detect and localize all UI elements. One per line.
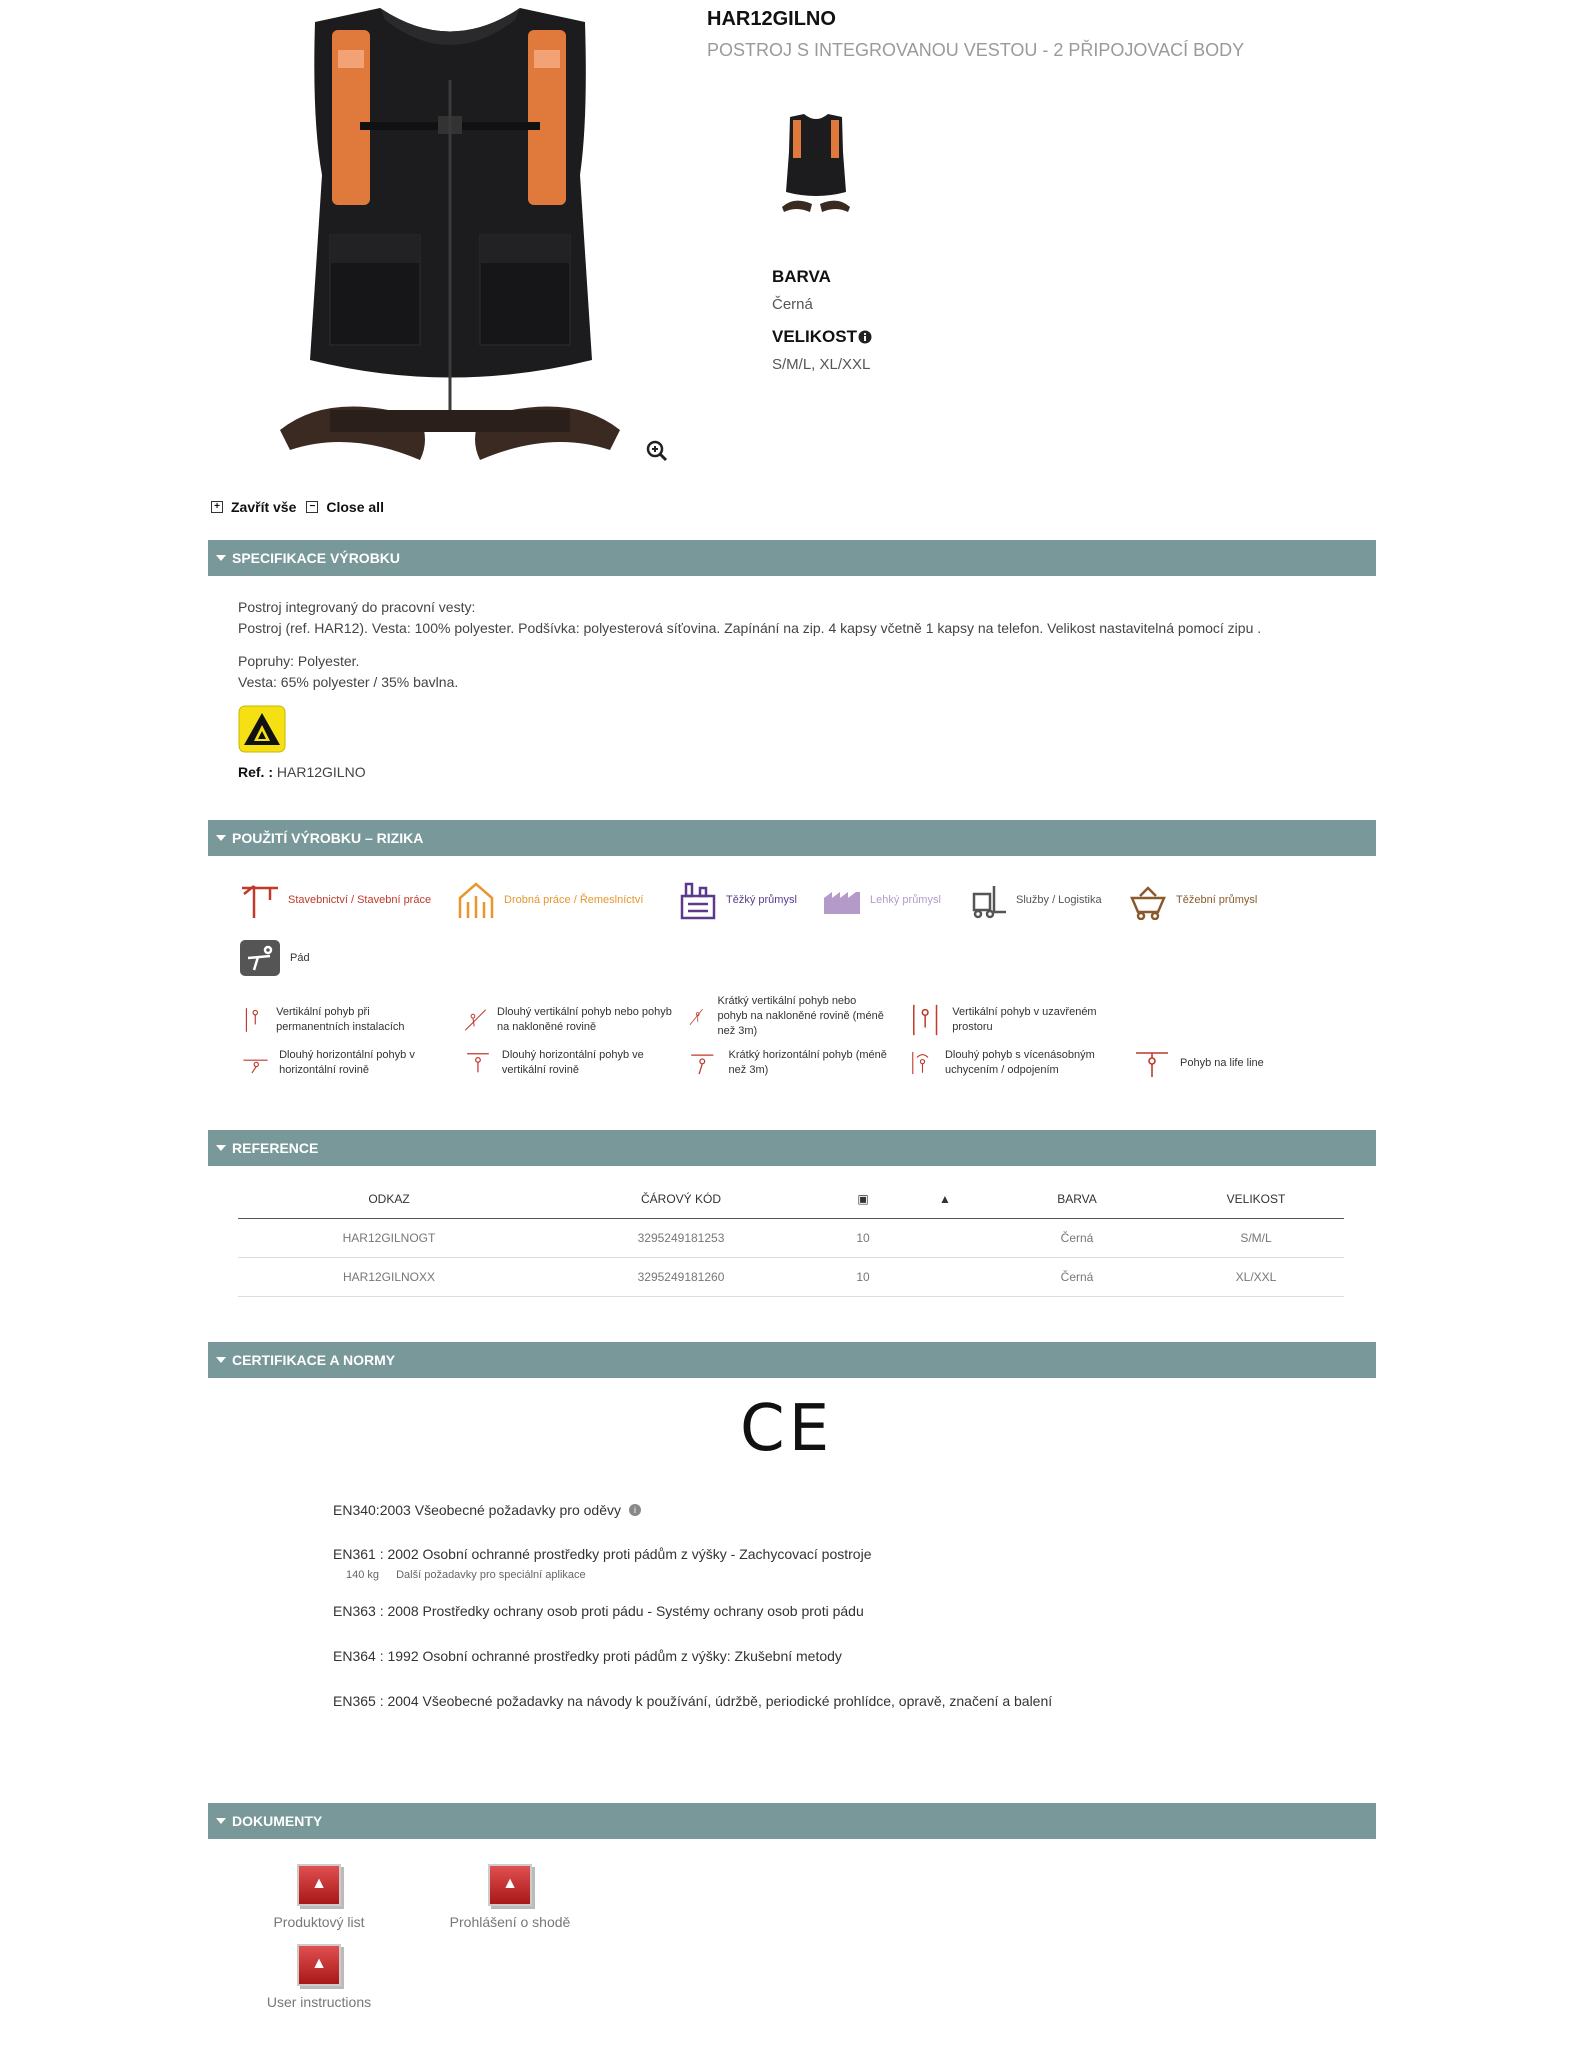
- norm-weight: 140 kg: [346, 1569, 380, 1581]
- short-horizontal-icon: [688, 1045, 717, 1081]
- multi-attach-icon: [910, 1045, 935, 1081]
- pdf-icon: ▲: [297, 1944, 341, 1986]
- ref-value: HAR12GILNO: [276, 764, 366, 780]
- industry-logistics: [966, 880, 1102, 920]
- col-header: BARVA: [986, 1180, 1168, 1219]
- activity-item: [688, 994, 888, 1039]
- box-icon: ▣: [822, 1180, 904, 1219]
- horizontal-move-icon: [242, 1045, 269, 1081]
- lifeline-icon: [1134, 1045, 1170, 1081]
- section-reference[interactable]: [208, 1130, 1376, 1166]
- zoom-icon[interactable]: [646, 440, 668, 467]
- document-label: Prohlášení o shodě: [449, 1914, 571, 1930]
- activity-label: Krátký vertikální pohyb nebo pohyb na nakloněné rovině (méně než 3m): [717, 995, 884, 1037]
- industry-heavy: [678, 880, 797, 920]
- table-cell: 10: [822, 1258, 904, 1297]
- table-cell: HAR12GILNOGT: [238, 1219, 540, 1258]
- industry-construction: [240, 880, 431, 920]
- document-label: Produktový list: [273, 1914, 365, 1930]
- minus-square-icon[interactable]: −: [306, 501, 318, 513]
- industry-label: Těžký průmysl: [726, 894, 797, 906]
- activity-item: [242, 1045, 442, 1081]
- ce-mark: CE: [740, 1392, 834, 1466]
- activity-label: Vertikální pohyb v uzavřeném prostoru: [952, 1006, 1097, 1033]
- table-cell: 3295249181253: [540, 1219, 822, 1258]
- spec-line-1: Postroj integrovaný do pracovní vesty:: [238, 599, 476, 615]
- delta-plus-logo: [238, 705, 286, 758]
- expand-all-link[interactable]: Zavřít vše: [231, 499, 297, 515]
- activity-item: [1134, 1045, 1334, 1081]
- section-reference-title: REFERENCE: [232, 1140, 319, 1156]
- table-row[interactable]: [238, 1258, 1344, 1297]
- table-cell: XL/XXL: [1168, 1258, 1344, 1297]
- document-link[interactable]: [440, 1864, 580, 1930]
- section-usage-title: POUŽITÍ VÝROBKU – RIZIKA: [232, 830, 424, 846]
- spec-line-4: Vesta: 65% polyester / 35% bavlna.: [238, 674, 459, 690]
- industry-label: Lehký průmysl: [870, 894, 941, 906]
- industry-label: Služby / Logistika: [1016, 894, 1102, 906]
- section-documents-title: DOKUMENTY: [232, 1813, 323, 1829]
- table-cell: 10: [822, 1219, 904, 1258]
- industry-label: Těžební průmysl: [1176, 894, 1258, 906]
- caret-down-icon: [216, 1357, 226, 1363]
- norm-item: EN361 : 2002 Osobní ochranné prostředky proti pádům z výšky - Zachycovací postroje: [333, 1546, 872, 1562]
- risk-label: Pád: [290, 952, 310, 964]
- activity-label: Pohyb na life line: [1180, 1056, 1264, 1069]
- reference-table: [238, 1180, 1344, 1297]
- section-certs[interactable]: [208, 1342, 1376, 1378]
- section-spec[interactable]: [208, 540, 1376, 576]
- norm-note: Další požadavky pro speciální aplikace: [396, 1569, 586, 1581]
- table-cell: HAR12GILNOXX: [238, 1258, 540, 1297]
- info-icon[interactable]: [858, 330, 872, 349]
- color-value: Černá: [772, 296, 813, 313]
- forklift-icon: [966, 880, 1008, 920]
- document-link[interactable]: [254, 1944, 384, 2010]
- caret-down-icon: [216, 1818, 226, 1824]
- industry-light: [822, 880, 941, 920]
- confined-space-icon: [910, 1002, 940, 1038]
- activity-label: Dlouhý pohyb s vícenásobným uchycením / odpojením: [944, 1049, 1095, 1076]
- industry-crafts: [456, 880, 643, 920]
- activity-label: Dlouhý horizontální pohyb v horizontální rovině: [279, 1049, 415, 1076]
- activity-item: [464, 1002, 674, 1038]
- table-cell: 3295249181260: [540, 1258, 822, 1297]
- table-cell: Černá: [986, 1219, 1168, 1258]
- vertical-plane-icon: [464, 1045, 492, 1081]
- table-cell: [904, 1258, 986, 1297]
- color-label: BARVA: [772, 267, 831, 286]
- col-header: ODKAZ: [238, 1180, 540, 1219]
- plus-square-icon[interactable]: +: [211, 501, 223, 513]
- norm-item: EN364 : 1992 Osobní ochranné prostředky proti pádům z výšky: Zkušební metody: [333, 1648, 842, 1664]
- norm-item: EN363 : 2008 Prostředky ochrany osob proti pádu - Systémy ochrany osob proti pádu: [333, 1603, 864, 1619]
- document-label: User instructions: [266, 1994, 372, 2010]
- activity-item: [910, 1045, 1130, 1081]
- mine-cart-icon: [1128, 880, 1168, 920]
- ref-label: Ref. :: [238, 764, 273, 780]
- risk-fall: [240, 940, 310, 976]
- fall-icon: [240, 940, 280, 976]
- caret-down-icon: [216, 835, 226, 841]
- info-icon[interactable]: i: [629, 1504, 641, 1516]
- activity-item: [910, 1002, 1130, 1038]
- industry-label: Stavebnictví / Stavební práce: [288, 894, 432, 906]
- table-row[interactable]: [238, 1219, 1344, 1258]
- caret-down-icon: [216, 555, 226, 561]
- activity-item: [464, 1045, 674, 1081]
- section-usage[interactable]: [208, 820, 1376, 856]
- house-icon: [456, 880, 496, 920]
- activity-label: Vertikální pohyb při permanentních instalacích: [276, 1006, 405, 1033]
- section-spec-title: SPECIFIKACE VÝROBKU: [232, 550, 401, 566]
- product-image[interactable]: [270, 0, 630, 480]
- pdf-icon: ▲: [297, 1864, 341, 1906]
- product-thumbnail[interactable]: [780, 112, 852, 221]
- incline-move-icon: [464, 1002, 487, 1038]
- norm-item: [333, 1502, 641, 1518]
- factory-icon: [678, 880, 718, 920]
- norm-item: EN365 : 2004 Všeobecné požadavky na návody k používání, údržbě, periodické prohlídce, opravě, značení a balení: [333, 1693, 1053, 1709]
- col-header: VELIKOST: [1168, 1180, 1344, 1219]
- industry-mining: [1128, 880, 1257, 920]
- product-title: HAR12GILNO: [707, 8, 836, 30]
- industry-label: Drobná práce / Řemeslníctví: [504, 894, 644, 906]
- spec-line-3: Popruhy: Polyester.: [238, 653, 360, 669]
- activity-item: [688, 1045, 888, 1081]
- size-value: S/M/L, XL/XXL: [772, 356, 871, 373]
- table-cell: [904, 1219, 986, 1258]
- activity-item: [242, 1002, 442, 1038]
- size-label: VELIKOST: [772, 327, 858, 346]
- pdf-icon: ▲: [488, 1864, 532, 1906]
- activity-label: Dlouhý vertikální pohyb nebo pohyb na nakloněné rovině: [497, 1006, 672, 1033]
- section-documents[interactable]: [208, 1803, 1376, 1839]
- activity-label: Krátký horizontální pohyb (méně než 3m): [728, 1049, 887, 1076]
- activity-label: Dlouhý horizontální pohyb ve vertikální rovině: [501, 1049, 644, 1076]
- col-header: ČÁROVÝ KÓD: [540, 1180, 822, 1219]
- caret-down-icon: [216, 1145, 226, 1151]
- vertical-move-icon: [242, 1002, 264, 1038]
- table-cell: Černá: [986, 1258, 1168, 1297]
- light-factory-icon: [822, 880, 862, 920]
- crane-icon: [240, 880, 280, 920]
- product-subtitle: POSTROJ S INTEGROVANOU VESTOU - 2 PŘIPOJOVACÍ BODY: [707, 40, 1245, 60]
- spec-line-2: Postroj (ref. HAR12). Vesta: 100% polyester. Podšívka: polyesterová síťovina. Zapínání na zip. 4 kapsy včetně 1 kapsy na telefon. Velikost nastavitelná pomocí zipu .: [238, 620, 1262, 636]
- section-certs-title: CERTIFIKACE A NORMY: [232, 1352, 396, 1368]
- document-link[interactable]: [254, 1864, 384, 1930]
- short-vertical-icon: [688, 997, 705, 1037]
- person-icon: ▲: [904, 1180, 986, 1219]
- close-all-link[interactable]: Close all: [326, 499, 384, 515]
- table-cell: S/M/L: [1168, 1219, 1344, 1258]
- norm-label: EN340:2003 Všeobecné požadavky pro oděvy: [333, 1502, 621, 1518]
